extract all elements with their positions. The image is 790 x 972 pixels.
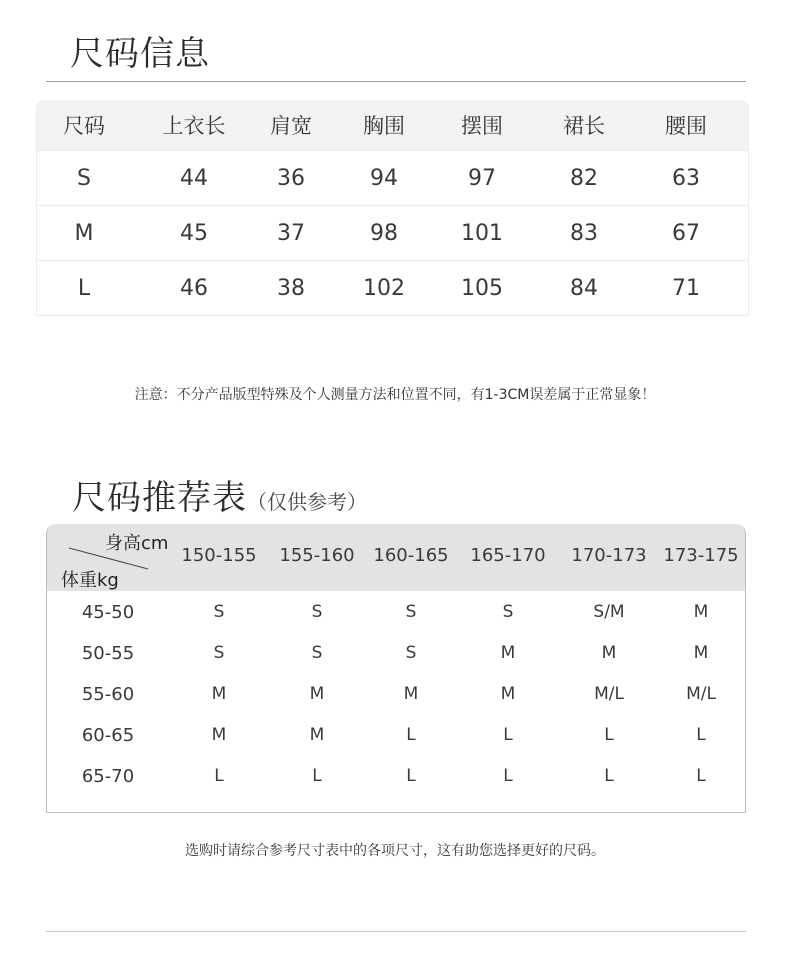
header-height-2: 155-160 [279, 545, 355, 566]
table-cell: 38 [277, 275, 305, 301]
table-row [47, 725, 745, 766]
table-cell: L [604, 725, 614, 745]
table-row [47, 766, 745, 807]
weight-cell: 45-50 [81, 602, 135, 623]
recommend-title-main: 尺码推荐表 [72, 478, 247, 518]
table-cell: L [503, 725, 513, 745]
table-cell: S [502, 602, 514, 622]
table-cell: L [406, 725, 416, 745]
table-cell: S/M [593, 602, 625, 622]
header-height-4: 165-170 [470, 545, 546, 566]
table-cell: L [696, 725, 706, 745]
table-cell: M [403, 684, 419, 704]
header-height-1: 150-155 [181, 545, 257, 566]
table-cell: L [312, 766, 322, 786]
table-cell: 71 [672, 275, 700, 301]
table-cell: L [696, 766, 706, 786]
header-height-5: 170-173 [571, 545, 647, 566]
table-cell: M/L [686, 684, 716, 704]
header-height-3: 160-165 [373, 545, 449, 566]
size-info-table [36, 100, 749, 316]
table-row [47, 684, 745, 725]
recommend-table [46, 524, 746, 813]
table-cell: M [693, 643, 709, 663]
table-row [37, 205, 748, 260]
header-chest: 胸围 [363, 114, 405, 138]
table-cell: M [74, 220, 94, 246]
size-info-header-row [37, 100, 748, 150]
recommend-subtitle: （仅供参考） [247, 490, 367, 514]
header-height-6: 173-175 [663, 545, 739, 566]
table-cell: 63 [672, 165, 700, 191]
table-cell: M [601, 643, 617, 663]
weight-cell: 50-55 [81, 643, 135, 664]
table-cell: 97 [468, 165, 496, 191]
table-cell: S [405, 643, 417, 663]
table-cell: 94 [370, 165, 398, 191]
header-top-length: 上衣长 [162, 114, 226, 138]
table-cell: M [309, 684, 325, 704]
table-row [37, 150, 748, 205]
table-cell: 46 [180, 275, 208, 301]
table-cell: M [211, 684, 227, 704]
header-skirt-length: 裙长 [563, 114, 605, 138]
corner-weight-label: 体重kg [61, 570, 119, 591]
header-hem: 摆围 [461, 114, 503, 138]
table-cell: 105 [461, 275, 503, 301]
selection-note: 选购时请综合参考尺寸表中的各项尺寸，这有助您选择更好的尺码。 [185, 843, 605, 859]
table-cell: 44 [180, 165, 208, 191]
table-cell: 102 [363, 275, 405, 301]
table-row [37, 260, 748, 315]
corner-cell [47, 524, 172, 591]
header-shoulder: 肩宽 [270, 114, 312, 138]
table-cell: L [503, 766, 513, 786]
table-cell: L [604, 766, 614, 786]
table-row [47, 643, 745, 684]
table-cell: 83 [570, 220, 598, 246]
table-cell: M [211, 725, 227, 745]
table-cell: L [214, 766, 224, 786]
table-cell: 45 [180, 220, 208, 246]
table-cell: M/L [594, 684, 624, 704]
table-cell: 101 [461, 220, 503, 246]
table-cell: S [311, 643, 323, 663]
weight-cell: 60-65 [81, 725, 135, 746]
table-cell: 67 [672, 220, 700, 246]
weight-cell: 55-60 [81, 684, 135, 705]
table-row [47, 602, 745, 643]
table-cell: 82 [570, 165, 598, 191]
size-info-title: 尺码信息 [70, 34, 210, 74]
recommend-title [72, 470, 367, 519]
table-cell: M [693, 602, 709, 622]
bottom-divider [46, 931, 746, 932]
table-cell: 37 [277, 220, 305, 246]
table-cell: M [500, 643, 516, 663]
table-cell: 36 [277, 165, 305, 191]
table-cell: S [311, 602, 323, 622]
corner-height-label: 身高cm [105, 533, 169, 554]
table-cell: M [309, 725, 325, 745]
title-divider [46, 81, 746, 82]
table-cell: S [213, 602, 225, 622]
weight-cell: 65-70 [81, 766, 135, 787]
table-cell: S [405, 602, 417, 622]
table-cell: M [500, 684, 516, 704]
table-cell: 84 [570, 275, 598, 301]
table-cell: L [406, 766, 416, 786]
recommend-header-row [47, 524, 745, 591]
header-waist: 腰围 [665, 114, 707, 138]
table-cell: S [77, 165, 91, 191]
table-cell: 98 [370, 220, 398, 246]
measurement-note: 注意：不分产品版型特殊及个人测量方法和位置不同，有1-3CM误差属于正常显象！ [134, 387, 656, 403]
table-cell: L [77, 275, 91, 301]
table-cell: S [213, 643, 225, 663]
header-size: 尺码 [63, 114, 105, 138]
